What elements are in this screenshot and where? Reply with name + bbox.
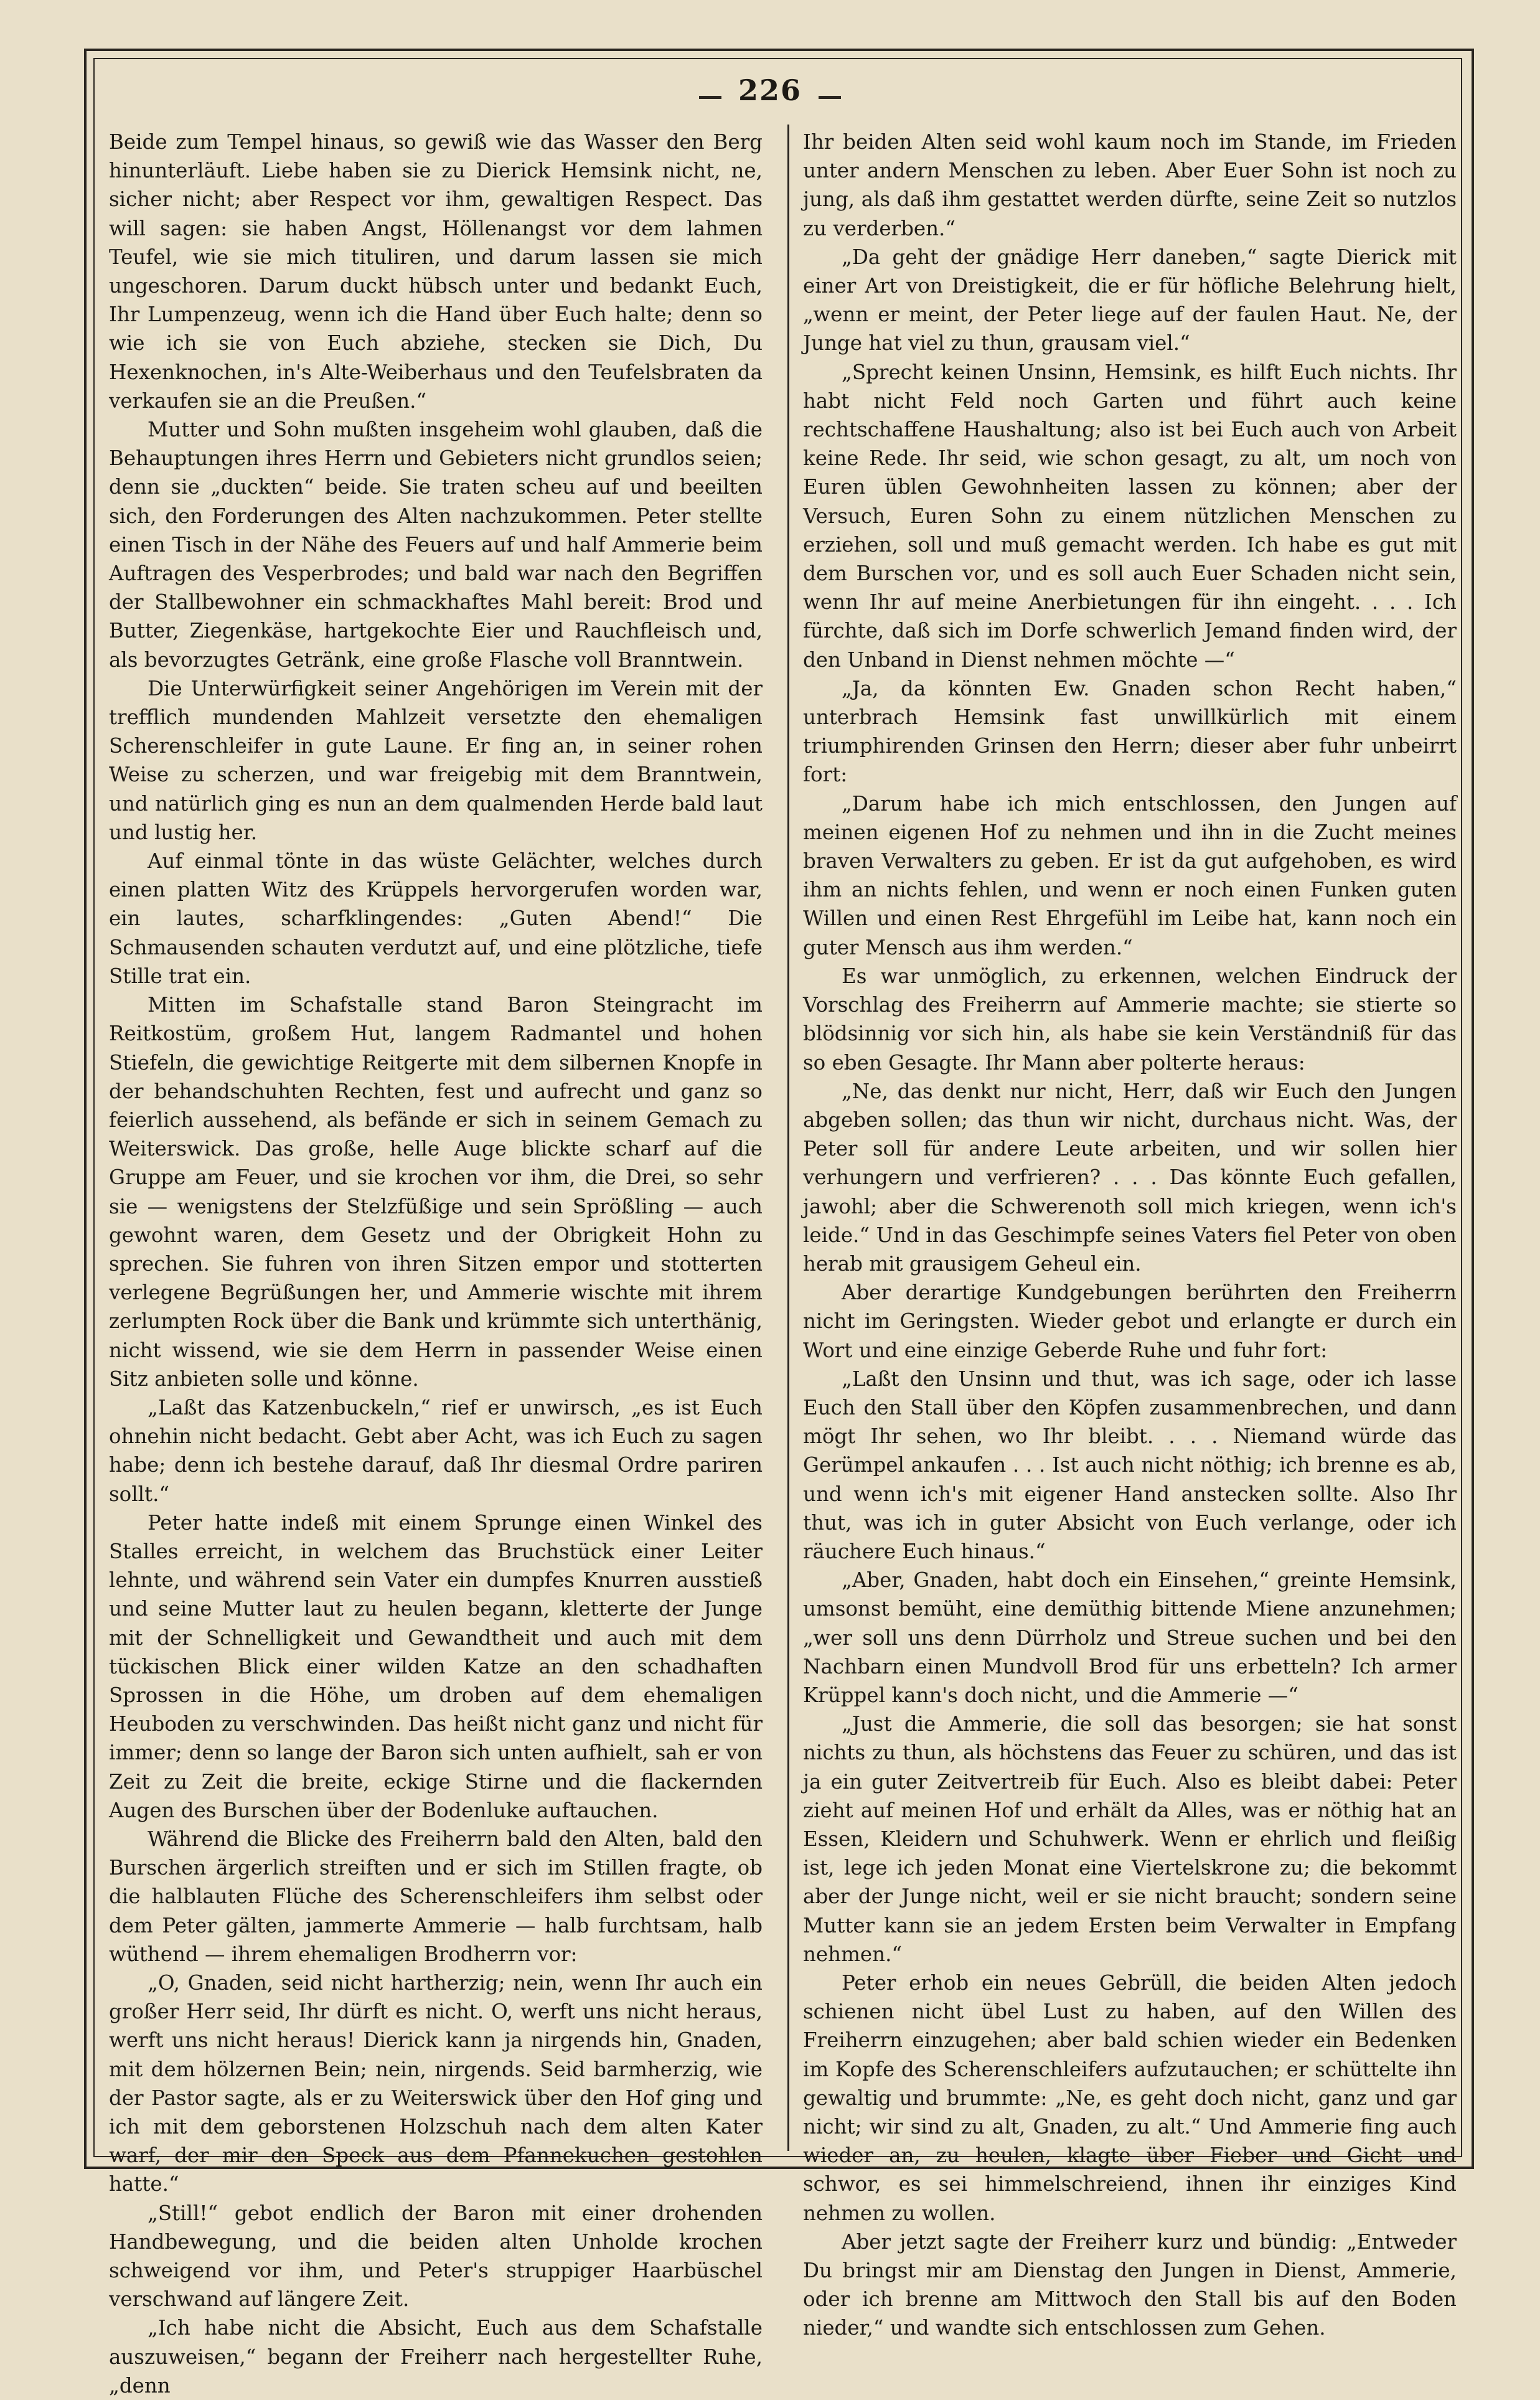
paragraph: „Laßt das Katzenbuckeln,“ rief er unwirsch, „es ist Euch ohnehin nicht bedacht. Gebt aber Acht, was ich Euch zu sagen habe; denn ich bestehe darauf, daß Ihr diesmal Ordre pariren sollt.“ [109,1395,763,1506]
paragraph: Mitten im Schafstalle stand Baron Steingracht im Reitkostüm, großem Hut, langem Radmantel und hohen Stiefeln, die gewichtige Reitgerte mit dem silbernen Knopfe in der behandschuhten Rechten, fest und aufrecht und ganz so feierlich aussehend, als befände er sich in seinem Gemach zu Weiterswick. Das große, helle Auge blickte scharf auf die Gruppe am Feuer, und sie krochen vor ihm, die Drei, so sehr sie — wenigstens der Stelzfüßige und sein Sprößling — auch gewohnt waren, dem Gesetz und der Obrigkeit Hohn zu sprechen. Sie fuhren von ihren Sitzen empor und stotterten verlegene Begrüßungen her, und Ammerie wischte mit ihrem zerlumpten Rock über die Bank und krümmte sich unterthänig, nicht wissend, wie sie dem Herrn in passender Weise einen Sitz anbieten solle und könne. [109,993,763,1391]
header-dash-right [819,96,841,99]
paragraph: „Darum habe ich mich entschlossen, den Jungen auf meinen eigenen Hof zu nehmen und ihn in die Zucht meines braven Verwalters zu geben. Er ist da gut aufgehoben, es wird ihm an nichts fehlen, und wenn er noch einen Funken guten Willen und einen Rest Ehrgefühl im Leibe hat, kann noch ein guter Mensch aus ihm werden.“ [803,791,1457,959]
page-number: 226 [738,73,802,107]
paragraph: Peter erhob ein neues Gebrüll, die beiden Alten jedoch schienen nicht übel Lust zu haben, auf den Willen des Freiherrn einzugehen; aber bald schien wieder ein Bedenken im Kopfe des Scherenschleifers aufzutauchen; er schüttelte ihn gewaltig und brummte: „Ne, es geht doch nicht, ganz und gar nicht; wir sind zu alt, Gnaden, zu alt.“ Und Ammerie fing auch wieder an, zu heulen, klagte über Fieber und Gicht und schwor, es sei himmelschreiend, ihnen ihr einziges Kind nehmen zu wollen. [803,1971,1457,2225]
right-column [803,128,1457,2340]
paragraph: Beide zum Tempel hinaus, so gewiß wie das Wasser den Berg hinunterläuft. Liebe haben sie zu Dierick Hemsink nicht, ne, sicher nicht; aber Respect vor ihm, gewaltigen Respect. Das will sagen: sie haben Angst, Höllenangst vor dem lahmen Teufel, wie sie mich tituliren, und darum lassen sie mich ungeschoren. Darum duckt hübsch unter und bedankt Euch, Ihr Lumpenzeug, wenn ich die Hand über Euch halte; denn so wie ich sie von Euch abziehe, stecken sie Dich, Du Hexenknochen, in's Alte-Weiberhaus und den Teufelsbraten da verkaufen sie an die Preußen.“ [109,130,763,413]
paragraph: Mutter und Sohn mußten insgeheim wohl glauben, daß die Behauptungen ihres Herrn und Gebieters nicht grundlos seien; denn sie „duckten“ beide. Sie traten scheu auf und beeilten sich, den Forderungen des Alten nachzukommen. Peter stellte einen Tisch in der Nähe des Feuers auf und half Ammerie beim Auftragen des Vesperbrodes; und bald war nach den Begriffen der Stallbewohner ein schmackhaftes Mahl bereit: Brod und Butter, Ziegenkäse, hartgekochte Eier und Rauchfleisch und, als bevorzugtes Getränk, eine große Flasche voll Branntwein. [109,418,763,672]
header-dash-left [699,96,721,99]
paragraph: „Ja, da könnten Ew. Gnaden schon Recht haben,“ unterbrach Hemsink fast unwillkürlich mit einem triumphirenden Grinsen den Herrn; dieser aber fuhr unbeirrt fort: [803,676,1457,787]
paragraph: Aber jetzt sagte der Freiherr kurz und bündig: „Entweder Du bringst mir am Dienstag den Jungen in Dienst, Ammerie, oder ich brenne am Mittwoch den Stall bis auf den Boden nieder,“ und wandte sich entschlossen zum Gehen. [803,2229,1457,2340]
paragraph: Peter hatte indeß mit einem Sprunge einen Winkel des Stalles erreicht, in welchem das Bruchstück einer Leiter lehnte, und während sein Vater ein dumpfes Knurren ausstieß und seine Mutter laut zu heulen begann, kletterte der Junge mit der Schnelligkeit und Gewandtheit und auch mit dem tückischen Blick einer wilden Katze an den schadhaften Sprossen in die Höhe, um droben auf dem ehemaligen Heuboden zu verschwinden. Das heißt nicht ganz und nicht für immer; denn so lange der Baron sich unten aufhielt, sah er von Zeit zu Zeit die breite, eckige Stirne und die flackernden Augen des Burschen über der Bodenluke auftauchen. [109,1510,763,1822]
column-divider [787,125,789,2151]
paragraph: „Just die Ammerie, die soll das besorgen; sie hat sonst nichts zu thun, als höchstens das Feuer zu schüren, und das ist ja ein guter Zeitvertreib für Euch. Also es bleibt dabei: Peter zieht auf meinen Hof und erhält da Alles, was er nöthig hat an Essen, Kleidern und Schuhwerk. Wenn er ehrlich und fleißig ist, lege ich jeden Monat eine Viertelskrone zu; die bekommt aber der Junge nicht, weil er sie nicht braucht; sondern seine Mutter kann sie an jedem Ersten beim Verwalter in Empfang nehmen.“ [803,1712,1457,1966]
paragraph: Während die Blicke des Freiherrn bald den Alten, bald den Burschen ärgerlich streiften und er sich im Stillen fragte, ob die halblauten Flüche des Scherenschleifers ihm selbst oder dem Peter gälten, jammerte Ammerie — halb furchtsam, halb wüthend — ihrem ehemaligen Brodherrn vor: [109,1827,763,1966]
paragraph: „Still!“ gebot endlich der Baron mit einer drohenden Handbewegung, und die beiden alten Unholde krochen schweigend vor ihm, und Peter's struppiger Haarbüschel verschwand auf längere Zeit. [109,2201,763,2312]
paragraph: „Sprecht keinen Unsinn, Hemsink, es hilft Euch nichts. Ihr habt nicht Feld noch Garten und führt auch keine rechtschaffene Haushaltung; also ist bei Euch auch von Arbeit keine Rede. Ihr seid, wie schon gesagt, zu alt, um noch von Euren üblen Gewohnheiten lassen zu können; aber der Versuch, Euren Sohn zu einem nützlichen Menschen zu erziehen, soll und muß gemacht werden. Ich habe es gut mit dem Burschen vor, und es soll auch Euer Schaden nicht sein, wenn Ihr auf meine Anerbietungen für ihn eingeht. . . . Ich fürchte, daß sich im Dorfe schwerlich Jemand finden wird, der den Unband in Dienst nehmen möchte —“ [803,360,1457,672]
paragraph: Die Unterwürfigkeit seiner Angehörigen im Verein mit der trefflich mundenden Mahlzeit versetzte den ehemaligen Scherenschleifer in gute Laune. Er fing an, in seiner rohen Weise zu scherzen, und war freigebig mit dem Branntwein, und natürlich ging es nun an dem qualmenden Herde bald laut und lustig her. [109,676,763,844]
paragraph: „Aber, Gnaden, habt doch ein Einsehen,“ greinte Hemsink, umsonst bemüht, eine demüthig bittende Miene anzunehmen; „wer soll uns denn Dürrholz und Streue suchen und bei den Nachbarn einen Mundvoll Brod für uns erbetteln? Ich armer Krüppel kann's doch nicht, und die Ammerie —“ [803,1568,1457,1707]
paragraph: Es war unmöglich, zu erkennen, welchen Eindruck der Vorschlag des Freiherrn auf Ammerie machte; sie stierte so blödsinnig vor sich hin, als habe sie kein Verständniß für das so eben Gesagte. Ihr Mann aber polterte heraus: [803,964,1457,1075]
paragraph: Auf einmal tönte in das wüste Gelächter, welches durch einen platten Witz des Krüppels hervorgerufen worden war, ein lautes, scharfklingendes: „Guten Abend!“ Die Schmausenden schauten verdutzt auf, und eine plötzliche, tiefe Stille trat ein. [109,849,763,988]
left-column [109,128,763,2398]
paragraph: Aber derartige Kundgebungen berührten den Freiherrn nicht im Geringsten. Wieder gebot und erlangte er durch ein Wort und eine einzige Geberde Ruhe und fuhr fort: [803,1281,1457,1362]
paragraph: „Laßt den Unsinn und thut, was ich sage, oder ich lasse Euch den Stall über den Köpfen zusammenbrechen, und dann mögt Ihr sehen, wo Ihr bleibt. . . . Niemand würde das Gerümpel ankaufen . . . Ist auch nicht nöthig; ich brenne es ab, und wenn ich's mit eigener Hand anstecken sollte. Also Ihr thut, was ich in guter Absicht von Euch verlange, oder ich räuchere Euch hinaus.“ [803,1367,1457,1563]
paragraph: Ihr beiden Alten seid wohl kaum noch im Stande, im Frieden unter andern Menschen zu leben. Aber Euer Sohn ist noch zu jung, als daß ihm gestattet werden dürfte, seine Zeit so nutzlos zu verderben.“ [803,130,1457,240]
paragraph: „O, Gnaden, seid nicht hartherzig; nein, wenn Ihr auch ein großer Herr seid, Ihr dürft es nicht. O, werft uns nicht heraus, werft uns nicht heraus! Dierick kann ja nirgends hin, Gnaden, mit dem hölzernen Bein; nein, nirgends. Seid barmherzig, wie der Pastor sagte, als er zu Weiterswick über den Hof ging und ich mit dem geborstenen Holzschuh nach dem alten Kater warf, der mir den Speck aus dem Pfannekuchen gestohlen hatte.“ [109,1971,763,2196]
paragraph: „Ich habe nicht die Absicht, Euch aus dem Schafstalle auszuweisen,“ begann der Freiherr nach hergestellter Ruhe, „denn [109,2316,763,2398]
paragraph: „Da geht der gnädige Herr daneben,“ sagte Dierick mit einer Art von Dreistigkeit, die er für höfliche Belehrung hielt, „wenn er meint, der Peter liege auf der faulen Haut. Ne, der Junge hat viel zu thun, grausam viel.“ [803,245,1457,355]
paragraph: „Ne, das denkt nur nicht, Herr, daß wir Euch den Jungen abgeben sollen; das thun wir nicht, durchaus nicht. Was, der Peter soll für andere Leute arbeiten, und wir sollen hier verhungern und verfrieren? . . . Das könnte Euch gefallen, jawohl; aber die Schwerenoth soll mich kriegen, wenn ich's leide.“ Und in das Geschimpfe seines Vaters fiel Peter von oben herab mit grausigem Geheul ein. [803,1079,1457,1276]
page-header [0,73,1540,117]
